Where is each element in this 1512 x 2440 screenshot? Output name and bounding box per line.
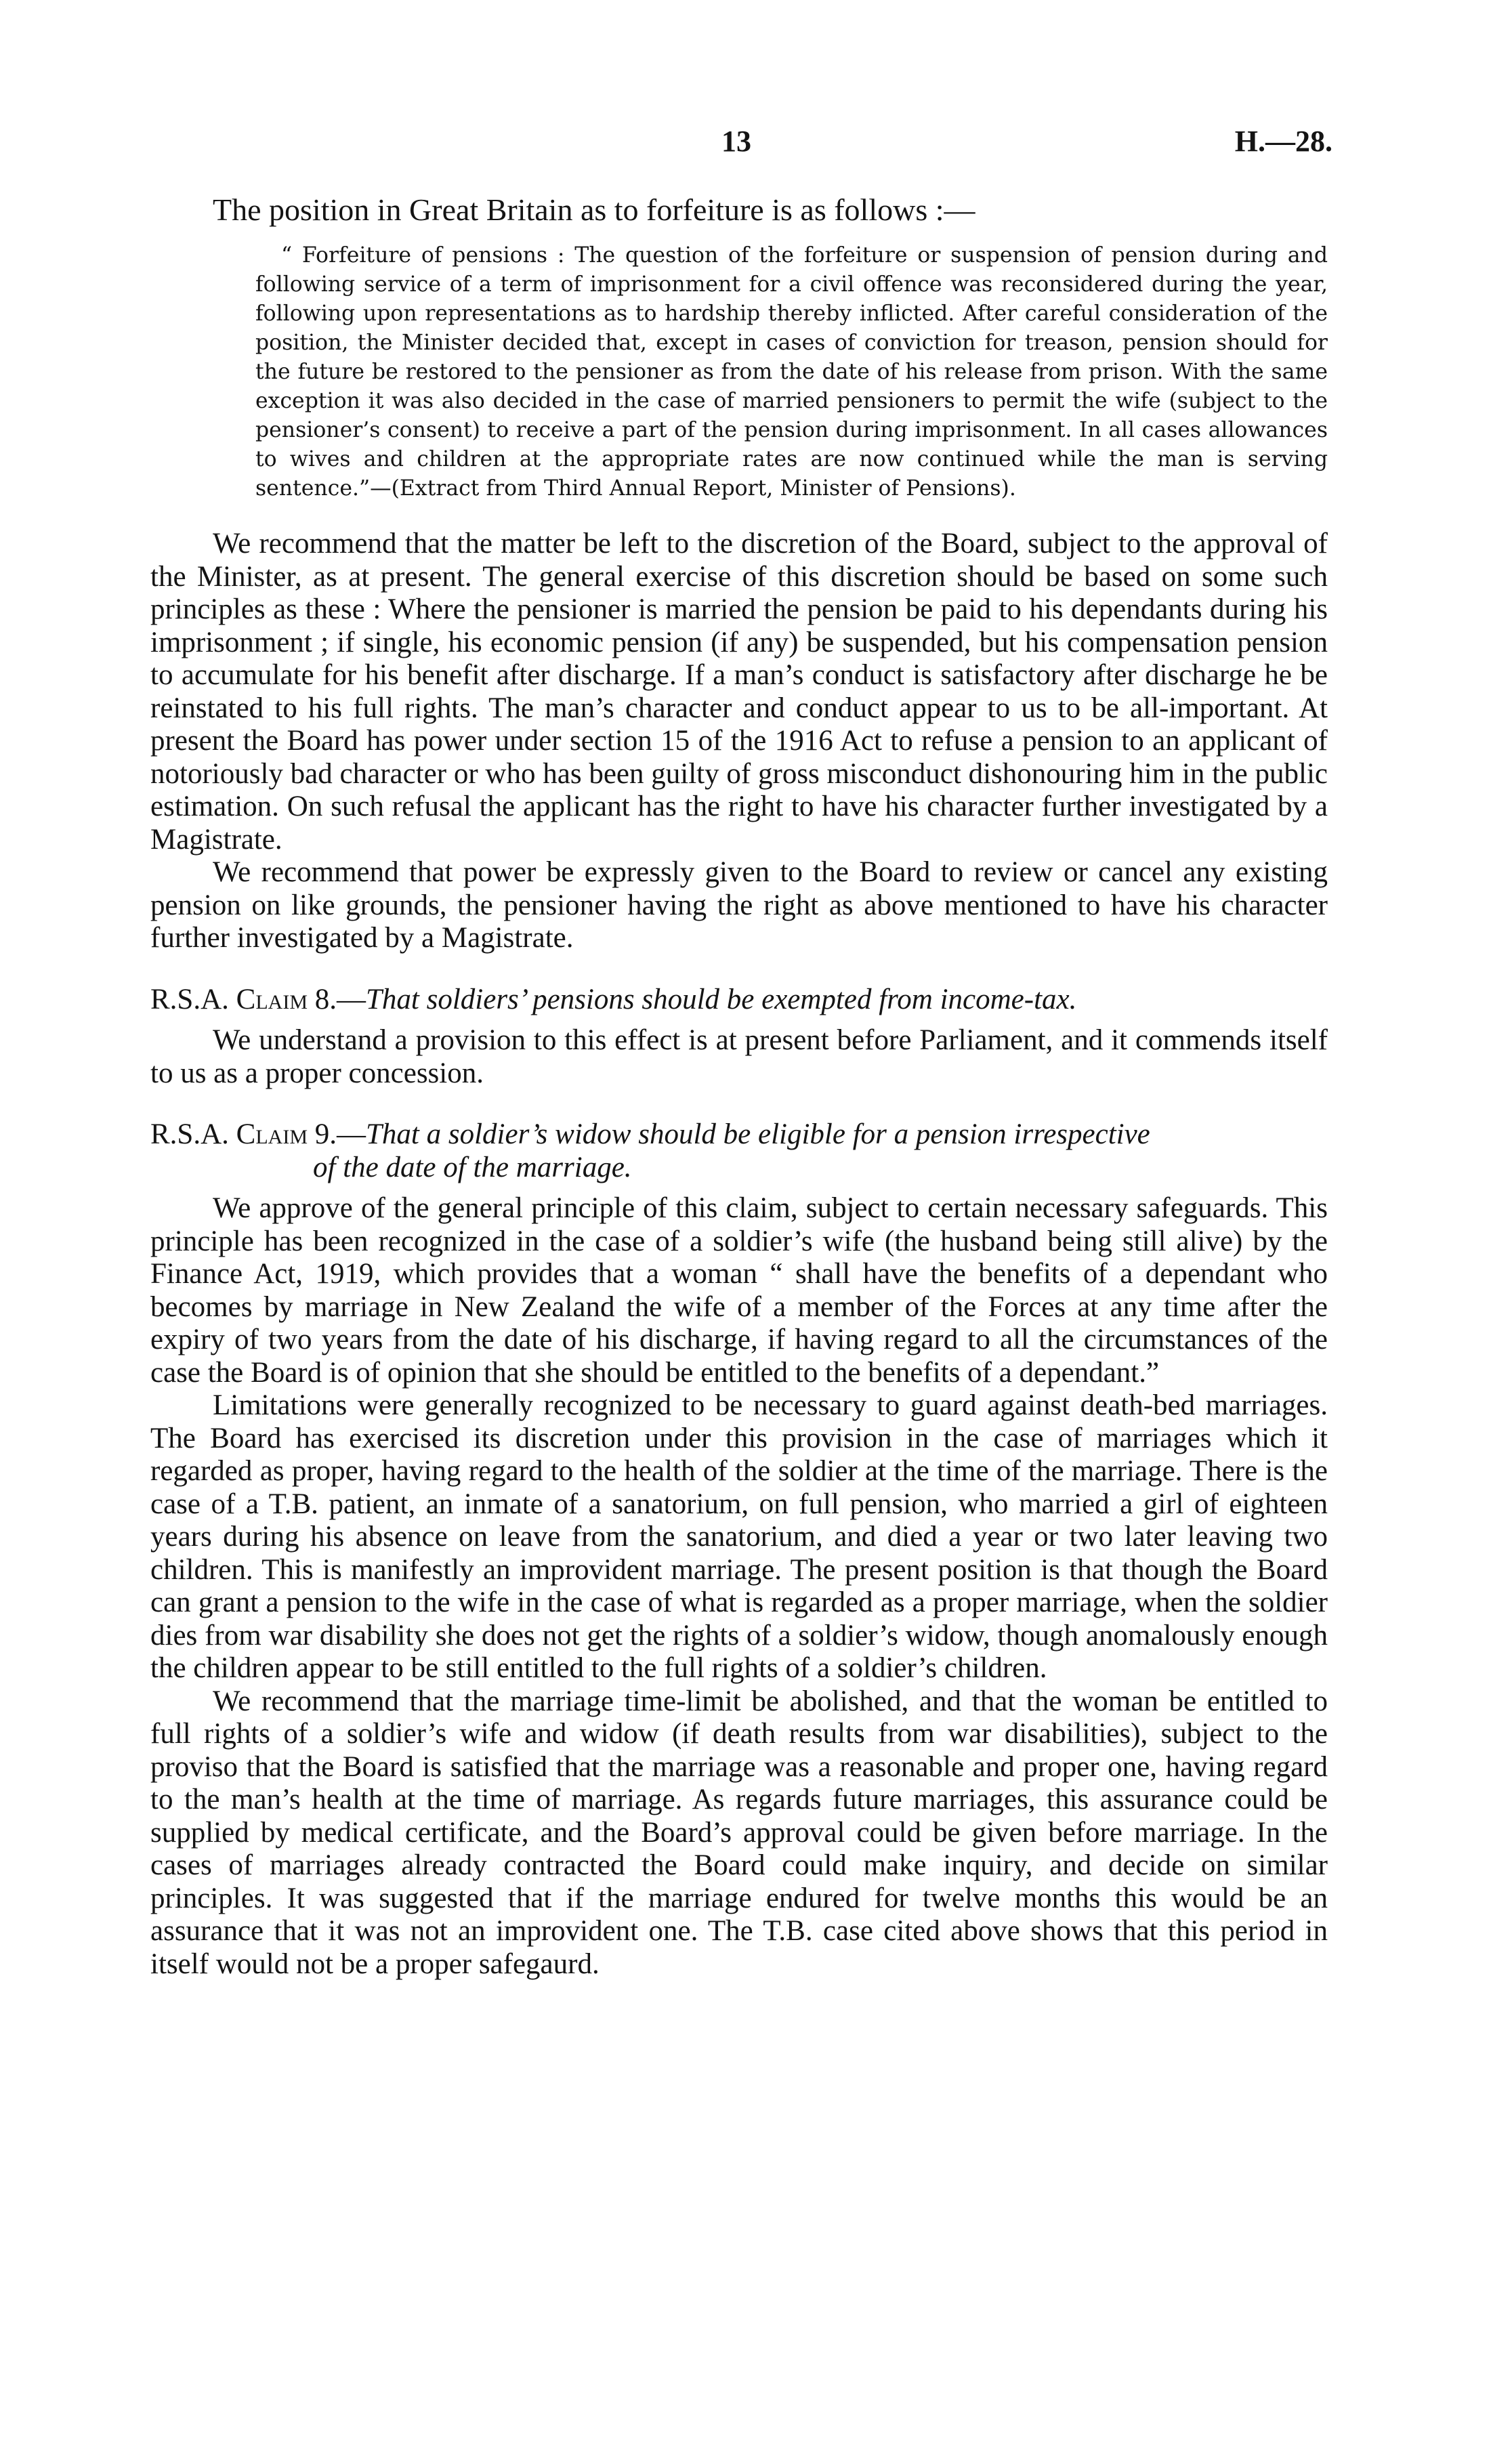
- quote-text: “ Forfeiture of pensions : The question of the forfeiture or suspension of pension during and following service of a term of imprisonment for a civil offence was reconsidered during the year, following upon representations as to hardship thereby inflicted. After careful consideration of the position, the Minister decided that, except in cases of conviction for treason, pension should for the future be restored to the pensioner as from the date of his release from prison. With the same exception it was also decided in the case of married pensioners to permit the wife (subject to the pensioner’s consent) to receive a part of the pension during imprisonment. In all cases allowances to wives and children at the appropriate rates are now continued while the man is serving sentence.”—(Extract from Third Annual Report, Minister of Pensions).: [255, 243, 1328, 501]
- claim-title: That soldiers’ pensions should be exempted from income-tax.: [366, 983, 1077, 1015]
- claim-heading-8: [150, 984, 1328, 1017]
- claim-label: Claim 9.—: [236, 1118, 366, 1150]
- paragraph: We recommend that power be expressly given to the Board to review or cancel any existing pension on like grounds, the pensioner having the right as above mentioned to have his character further investigated by a Magistrate.: [150, 856, 1328, 954]
- claim-title-continued: of the date of the marriage.: [313, 1151, 632, 1183]
- paragraph: We understand a provision to this effect is at present before Parliament, and it commends itself to us as a proper concession.: [150, 1024, 1328, 1089]
- claim-prefix: R.S.A.: [150, 1118, 229, 1150]
- page-header: [0, 124, 1512, 165]
- claim-heading-9: [150, 1118, 1328, 1184]
- page-number: 13: [721, 125, 751, 158]
- paragraph: Limitations were generally recognized to be necessary to guard against death-bed marriages. The Board has exercised its discretion under this provision in the case of marriages which it regarded as proper, having regard to the health of the soldier at the time of the marriage. There is the case of a T.B. patient, an inmate of a sanatorium, on full pension, who married a girl of eighteen years during his absence on leave from the sanatorium, and died a year or two later leaving two children. This is manifestly an improvident marriage. The present position is that though the Board can grant a pension to the wife in the case of what is regarded as a proper marriage, when the soldier dies from war disability she does not get the rights of a soldier’s widow, though anomalously enough the children appear to be still entitled to the full rights of a soldier’s children.: [150, 1389, 1328, 1684]
- paragraph: We recommend that the marriage time-limit be abolished, and that the woman be entitled to full rights of a soldier’s wife and widow (if death results from war disabilities), subject to the proviso that the Board is satisfied that the marriage was a reasonable and proper one, having regard to the man’s health at the time of marriage. As regards future marriages, this assurance could be supplied by medical certificate, and the Board’s approval could be given before marriage. In the cases of marriages already contracted the Board could make inquiry, and decide on similar principles. It was suggested that if the marriage endured for twelve months this would be an assurance that it was not an improvident one. The T.B. case cited above shows that this period in itself would not be a proper safegaurd.: [150, 1685, 1328, 1980]
- intro-line: The position in Great Britain as to forfeiture is as follows :—: [213, 192, 975, 227]
- claim-title: That a soldier’s widow should be eligible for a pension irrespective: [366, 1118, 1150, 1150]
- page-body: [150, 191, 1328, 1981]
- paragraph: We recommend that the matter be left to the discretion of the Board, subject to the approval of the Minister, as at present. The general exercise of this discretion should be based on some such principles as these : Where the pensioner is married the pension be paid to his dependants during his imprisonment ; if single, his economic pension (if any) be suspended, but his compensation pension to accumulate for his benefit after discharge. If a man’s conduct is satisfactory after discharge he be reinstated to his full rights. The man’s character and conduct appear to us to be all-important. At present the Board has power under section 15 of the 1916 Act to refuse a pension to an applicant of notoriously bad character or who has been guilty of gross misconduct dishonouring him in the public estimation. On such refusal the applicant has the right to have his character further investigated by a Magistrate.: [150, 528, 1328, 856]
- claim-prefix: R.S.A.: [150, 983, 229, 1015]
- claim-label: Claim 8.—: [236, 983, 366, 1015]
- paragraph: We approve of the general principle of this claim, subject to certain necessary safeguards. This principle has been recognized in the case of a soldier’s wife (the husband being still alive) by the Finance Act, 1919, which provides that a woman “ shall have the benefits of a dependant who becomes by marriage in New Zealand the wife of a member of the Forces at any time after the expiry of two years from the date of his discharge, if having regard to all the circumstances of the case the Board is of opinion that she should be entitled to the benefits of a dependant.”: [150, 1192, 1328, 1389]
- document-reference: H.—28.: [1234, 125, 1332, 158]
- quoted-extract: [150, 241, 1328, 503]
